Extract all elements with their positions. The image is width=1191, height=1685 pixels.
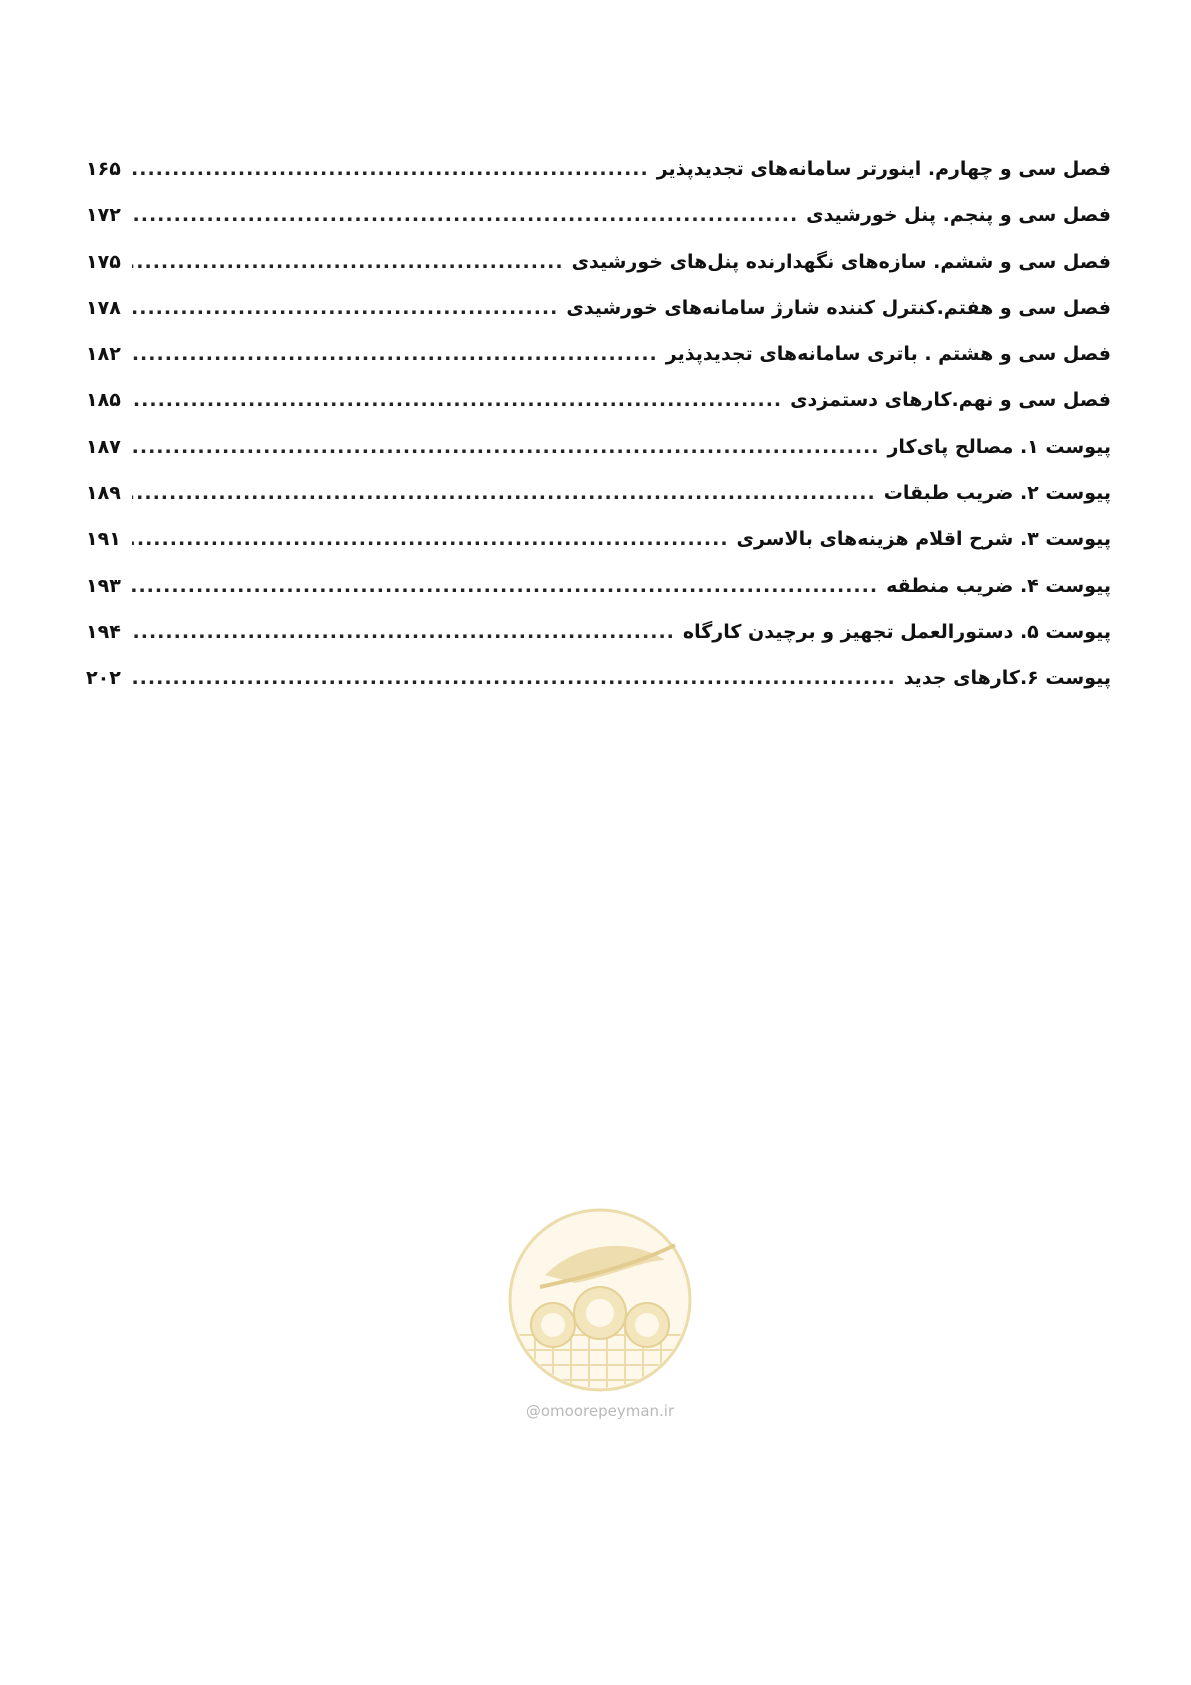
- toc-entry-page: ۱۹۳: [86, 574, 121, 597]
- toc-entry-title: پیوست ۵. دستورالعمل تجهیز و برچیدن کارگاه: [682, 620, 1111, 643]
- toc-entry[interactable]: [86, 204, 1111, 250]
- toc-leader-dots: [132, 297, 558, 319]
- toc-entry-page: ۱۹۱: [86, 528, 121, 551]
- toc-leader-dots: [132, 158, 649, 180]
- logo-emblem-icon: [505, 1205, 695, 1395]
- toc-entry-title: پیوست ۱. مصالح پای‌کار: [887, 435, 1111, 458]
- toc-entry-title: فصل سی و چهارم. اینورتر سامانه‌های تجدیدپذیر: [656, 158, 1111, 180]
- toc-leader-dots: [132, 204, 798, 226]
- toc-entry[interactable]: [86, 528, 1111, 574]
- toc-entry-page: ۱۷۲: [86, 204, 121, 227]
- toc-leader-dots: [132, 621, 675, 643]
- toc-entry-page: ۱۹۴: [86, 620, 121, 643]
- toc-entry-page: ۱۸۹: [86, 482, 121, 505]
- toc-entry-page: ۱۸۵: [86, 389, 121, 412]
- watermark-logo: [505, 1205, 695, 1395]
- toc-leader-dots: [132, 436, 879, 458]
- toc-entry[interactable]: [86, 667, 1111, 713]
- toc-entry-title: فصل سی و پنجم. پنل خورشیدی: [806, 204, 1111, 227]
- toc-entry-title: پیوست ۲. ضریب طبقات: [883, 482, 1111, 505]
- toc-entry-page: ۱۸۷: [86, 435, 121, 458]
- toc-leader-dots: [132, 251, 564, 273]
- toc-entry[interactable]: [86, 251, 1111, 297]
- toc-entry[interactable]: [86, 482, 1111, 528]
- toc-entry-title: فصل سی و ششم. سازه‌های نگهدارنده پنل‌های خورشیدی: [571, 250, 1111, 273]
- toc-entry[interactable]: [86, 343, 1111, 389]
- toc-leader-dots: [132, 528, 729, 550]
- toc-leader-dots: [132, 389, 782, 411]
- toc-entry-title: فصل سی و نهم.کارهای دستمزدی: [790, 389, 1111, 412]
- toc-leader-dots: [132, 575, 878, 597]
- table-of-contents: [86, 158, 1111, 714]
- toc-entry[interactable]: [86, 575, 1111, 621]
- toc-entry-title: پیوست ۶.کارهای جدید: [903, 667, 1111, 690]
- toc-entry[interactable]: [86, 389, 1111, 435]
- toc-entry[interactable]: [86, 158, 1111, 204]
- toc-entry[interactable]: [86, 297, 1111, 343]
- toc-entry-title: فصل سی و هشتم . باتری سامانه‌های تجدیدپذیر: [665, 343, 1111, 366]
- toc-leader-dots: [132, 482, 876, 504]
- toc-entry-page: ۱۷۵: [86, 250, 121, 273]
- toc-entry-page: ۲۰۲: [86, 667, 121, 690]
- toc-entry-title: پیوست ۳. شرح اقلام هزینه‌های بالاسری: [736, 528, 1111, 551]
- toc-entry-page: ۱۸۲: [86, 343, 121, 366]
- toc-entry-page: ۱۷۸: [86, 296, 121, 319]
- toc-entry-title: پیوست ۴. ضریب منطقه: [886, 574, 1111, 597]
- toc-entry-title: فصل سی و هفتم.کنترل کننده شارژ سامانه‌های خورشیدی: [566, 296, 1111, 319]
- toc-leader-dots: [132, 667, 896, 689]
- toc-entry[interactable]: [86, 621, 1111, 667]
- toc-entry-page: ۱۶۵: [86, 158, 121, 180]
- toc-leader-dots: [132, 343, 658, 365]
- toc-entry[interactable]: [86, 436, 1111, 482]
- watermark-url: @omoorepeyman.ir: [525, 1402, 675, 1420]
